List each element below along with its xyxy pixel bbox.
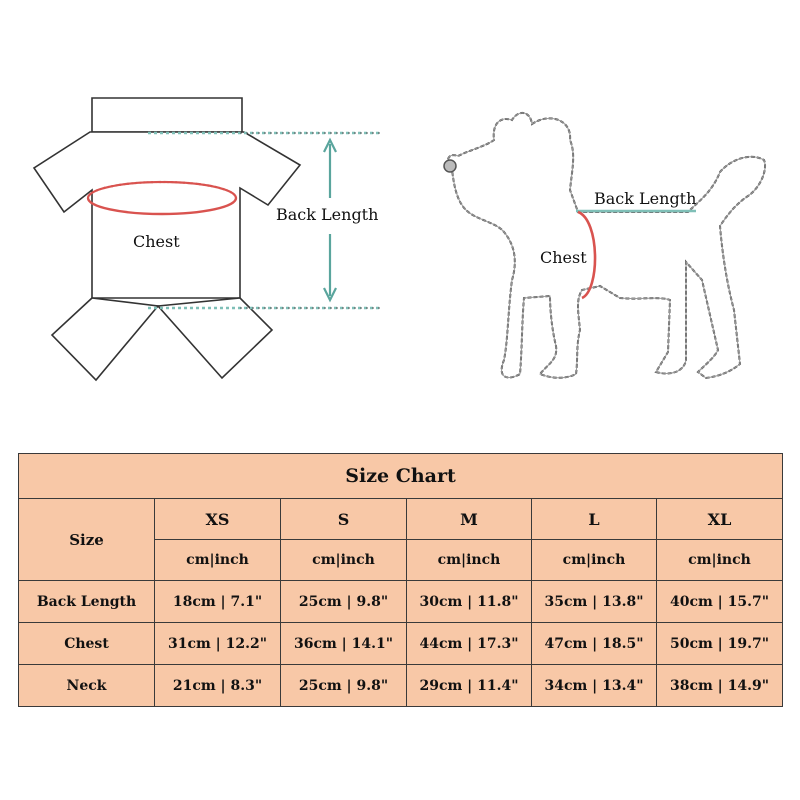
unit-label: cm|inch bbox=[155, 540, 281, 581]
size-header-m: M bbox=[407, 499, 532, 540]
unit-label: cm|inch bbox=[532, 540, 657, 581]
dog-outline bbox=[448, 113, 765, 378]
garment-right-leg bbox=[158, 298, 272, 378]
table-cell: 38cm | 14.9" bbox=[657, 665, 783, 707]
table-row-neck bbox=[19, 665, 783, 707]
size-chart-title: Size Chart bbox=[19, 454, 783, 499]
table-cell: 47cm | 18.5" bbox=[532, 623, 657, 665]
table-cell: 21cm | 8.3" bbox=[155, 665, 281, 707]
dog-back-length-label: Back Length bbox=[594, 189, 697, 208]
table-cell: 35cm | 13.8" bbox=[532, 581, 657, 623]
unit-label: cm|inch bbox=[281, 540, 407, 581]
table-cell: 40cm | 15.7" bbox=[657, 581, 783, 623]
unit-label: cm|inch bbox=[407, 540, 532, 581]
size-header-l: L bbox=[532, 499, 657, 540]
size-header-xs: XS bbox=[155, 499, 281, 540]
size-chart-table bbox=[18, 453, 783, 707]
size-column-header: Size bbox=[19, 499, 155, 581]
garment-chest-label: Chest bbox=[133, 232, 180, 251]
garment-left-leg bbox=[52, 298, 158, 380]
table-cell: 44cm | 17.3" bbox=[407, 623, 532, 665]
table-cell: 29cm | 11.4" bbox=[407, 665, 532, 707]
dog-nose-icon bbox=[444, 160, 456, 172]
row-label: Chest bbox=[19, 623, 155, 665]
garment-back-length-label: Back Length bbox=[276, 205, 379, 224]
dog-chest-label: Chest bbox=[540, 248, 587, 267]
garment-collar bbox=[92, 98, 242, 132]
table-row-back-length bbox=[19, 581, 783, 623]
table-cell: 30cm | 11.8" bbox=[407, 581, 532, 623]
size-header-xl: XL bbox=[657, 499, 783, 540]
row-label: Back Length bbox=[19, 581, 155, 623]
table-cell: 31cm | 12.2" bbox=[155, 623, 281, 665]
table-cell: 25cm | 9.8" bbox=[281, 581, 407, 623]
table-cell: 34cm | 13.4" bbox=[532, 665, 657, 707]
row-label: Neck bbox=[19, 665, 155, 707]
table-cell: 18cm | 7.1" bbox=[155, 581, 281, 623]
table-cell: 50cm | 19.7" bbox=[657, 623, 783, 665]
table-row-chest bbox=[19, 623, 783, 665]
size-header-s: S bbox=[281, 499, 407, 540]
table-cell: 25cm | 9.8" bbox=[281, 665, 407, 707]
dog-diagram bbox=[400, 0, 800, 420]
table-cell: 36cm | 14.1" bbox=[281, 623, 407, 665]
unit-label: cm|inch bbox=[657, 540, 783, 581]
